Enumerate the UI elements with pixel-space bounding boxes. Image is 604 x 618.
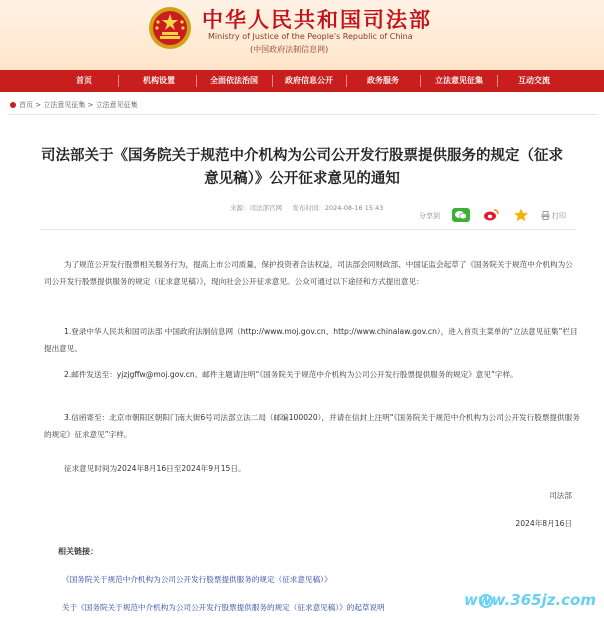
qzone-star-icon[interactable] [512, 208, 530, 222]
site-title[interactable]: 中华人民共和国司法部 [202, 7, 432, 32]
breadcrumb [10, 100, 138, 110]
print-button[interactable]: 打印 [552, 212, 566, 220]
breadcrumb-section[interactable]: 立法意见征集 [43, 101, 86, 109]
nav-item-services[interactable]: 政务服务 [367, 76, 399, 85]
article-paragraph: 2.邮件发送至：yjzjgffw@moj.gov.cn。邮件主题请注明“《国务院关于规范中介机构为公司公开发行股票提供服务的规定》意见”字样。 [64, 370, 518, 379]
nav-item-legislation-comments[interactable]: 立法意见征集 [435, 76, 483, 85]
nav-divider [118, 75, 119, 87]
signature-date: 2024年8月16日 [515, 519, 572, 528]
article-paragraph: 征求意见时间为2024年8月16日至2024年9月15日。 [64, 464, 246, 473]
watermark-text: www.365jz.com [463, 591, 596, 609]
signature: 司法部 [549, 491, 572, 500]
divider [40, 229, 576, 230]
article-publish-time: 发布时间：2024-08-16 15:43 [292, 204, 384, 212]
nav-item-rule-of-law[interactable]: 全面依法治国 [210, 76, 258, 85]
article-paragraph: 为了规范公开发行股票相关服务行为，提高上市公司质量，保护投资者合法权益，司法部会同财政部、中国证监会起草了《国务院关于规范中介机构为公司公开发行股票提供服务的规定（征求意见稿）》，现向社会公开征求意见。公众可通过以下途径和方式提出意见： [44, 260, 573, 286]
share-label: 分享到 [419, 212, 440, 220]
breadcrumb-current[interactable]: 立法意见征集 [95, 101, 138, 109]
nav-item-gov-info[interactable]: 政府信息公开 [285, 76, 333, 85]
breadcrumb-separator: > [87, 101, 94, 109]
weibo-icon[interactable] [482, 208, 500, 222]
site-subtitle-en: Ministry of Justice of the People's Republic of China [208, 32, 413, 41]
nav-divider [272, 75, 273, 87]
article-meta [230, 203, 383, 212]
related-links-label: 相关链接： [58, 547, 98, 556]
nav-item-home[interactable]: 首页 [76, 76, 92, 85]
article-title: 司法部关于《国务院关于规范中介机构为公司公开发行股票提供服务的规定（征求意见稿）》公开征求意见的通知 [41, 148, 563, 187]
article-paragraph: 3.信函寄至：北京市朝阳区朝阳门南大街6号司法部立法二局（邮编100020），并请在信封上注明“《国务院关于规范中介机构为公司公开发行股票提供服务的规定》征求意见”字样。 [44, 413, 580, 439]
related-link[interactable]: 《国务院关于规范中介机构为公司公开发行股票提供服务的规定（征求意见稿）》 [62, 575, 332, 584]
nav-item-interaction[interactable]: 互动交流 [518, 76, 550, 85]
location-dot-icon [10, 102, 16, 108]
nav-divider [346, 75, 347, 87]
breadcrumb-separator: > [35, 101, 42, 109]
nav-divider [497, 75, 498, 87]
nav-item-organization[interactable]: 机构设置 [143, 76, 175, 85]
nav-divider [420, 75, 421, 87]
breadcrumb-home[interactable]: 首页 [19, 101, 33, 109]
wechat-icon[interactable] [452, 208, 470, 222]
site-header [0, 0, 604, 70]
article-source: 来源：司法部官网 [230, 204, 282, 212]
national-emblem-icon[interactable] [148, 6, 192, 50]
main-nav [0, 70, 604, 92]
print-icon[interactable] [541, 211, 550, 220]
nav-divider [196, 75, 197, 87]
divider [8, 114, 598, 115]
article-paragraph: 1.登录中华人民共和国司法部 中国政府法制信息网（http://www.moj.gov.cn、http://www.chinalaw.gov.cn），进入首页主菜单的“立法意见征集”栏目提出意见。 [44, 327, 578, 353]
related-link[interactable]: 关于《国务院关于规范中介机构为公司公开发行股票提供服务的规定（征求意见稿）》的起草说明 [62, 603, 385, 612]
site-subtitle-cn: (中国政府法制信息网) [250, 45, 329, 54]
